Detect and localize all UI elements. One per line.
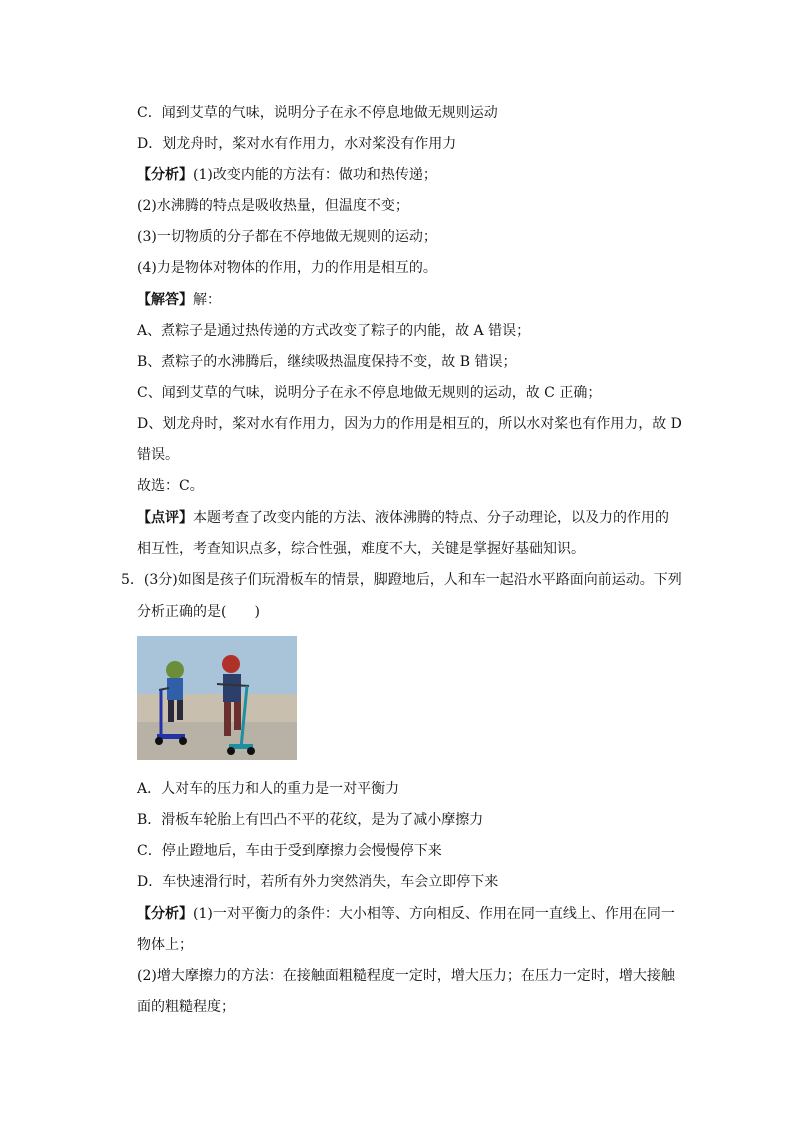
analysis-line: (2)增大摩擦力的方法：在接触面粗糙程度一定时，增大压力；在压力一定时，增大接触 xyxy=(137,968,675,984)
option-d: D．划龙舟时，桨对水有作用力，水对桨没有作用力 xyxy=(137,136,457,152)
answer-head: 解： xyxy=(193,292,221,308)
answer-line: C、闻到艾草的气味，说明分子在永不停息地做无规则的运动，故 C 正确； xyxy=(137,385,602,401)
option-c: C．停止蹬地后，车由于受到摩擦力会慢慢停下来 xyxy=(137,843,442,859)
analysis-line: (1)一对平衡力的条件：大小相等、方向相反、作用在同一直线上、作用在同一 xyxy=(193,906,675,922)
answer-block xyxy=(137,291,221,309)
comment-block xyxy=(137,509,669,527)
option-c: C．闻到艾草的气味，说明分子在永不停息地做无规则运动 xyxy=(137,105,498,121)
analysis-line: 面的粗糙程度； xyxy=(137,999,235,1015)
answer-choice: 故选：C。 xyxy=(137,478,204,494)
analysis-line: (2)水沸腾的特点是吸收热量，但温度不变； xyxy=(137,198,409,214)
analysis-block xyxy=(137,166,437,184)
option-d: D．车快速滑行时，若所有外力突然消失，车会立即停下来 xyxy=(137,874,499,890)
option-a: A．人对车的压力和人的重力是一对平衡力 xyxy=(137,781,400,797)
answer-line: A、煮粽子是通过热传递的方式改变了粽子的内能，故 A 错误； xyxy=(137,323,531,339)
analysis-line: (3)一切物质的分子都在不停地做无规则的运动； xyxy=(137,229,437,245)
option-b: B．滑板车轮胎上有凹凸不平的花纹，是为了减小摩擦力 xyxy=(137,812,484,828)
analysis-line: (4)力是物体对物体的作用，力的作用是相互的。 xyxy=(137,260,437,276)
analysis-tag: 【分析】 xyxy=(137,167,193,183)
comment-line: 本题考查了改变内能的方法、液体沸腾的特点、分子动理论，以及力的作用的 xyxy=(193,510,669,526)
scooter-photo xyxy=(137,636,297,760)
answer-line: 错误。 xyxy=(137,447,179,463)
answer-line: B、煮粽子的水沸腾后，继续吸热温度保持不变，故 B 错误； xyxy=(137,354,517,370)
analysis-tag: 【分析】 xyxy=(137,906,193,922)
analysis-line: (1)改变内能的方法有：做功和热传递； xyxy=(193,167,437,183)
answer-tag: 【解答】 xyxy=(137,292,193,308)
comment-tag: 【点评】 xyxy=(137,510,193,526)
comment-line: 相互性，考查知识点多，综合性强，难度不大，关键是掌握好基础知识。 xyxy=(137,541,585,557)
analysis-block xyxy=(137,905,675,923)
analysis-line: 物体上； xyxy=(137,937,193,953)
question-stem: 分析正确的是( ) xyxy=(137,604,260,620)
question-stem: 5．(3分)如图是孩子们玩滑板车的情景，脚蹬地后，人和车一起沿水平路面向前运动。下列 xyxy=(121,572,682,588)
answer-line: D、划龙舟时，桨对水有作用力，因为力的作用是相互的，所以水对桨也有作用力，故 D xyxy=(137,416,682,432)
